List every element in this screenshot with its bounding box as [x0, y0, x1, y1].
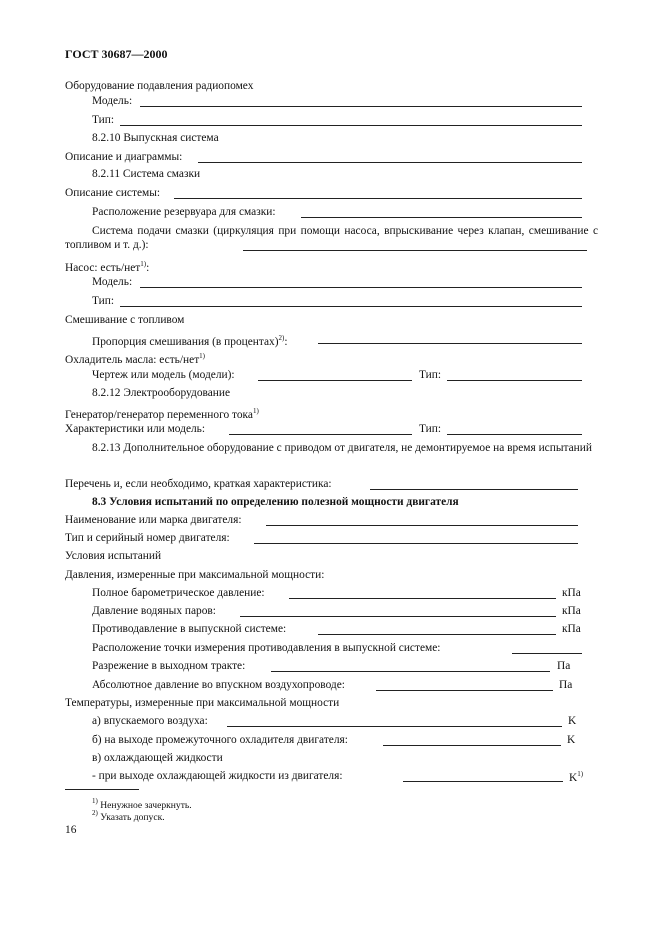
field-label: Описание системы:	[65, 187, 161, 199]
field-label: в) охлаждающей жидкости	[92, 752, 223, 764]
field-label: Генератор/генератор переменного тока$^{1)}$	[65, 407, 259, 421]
page-header: ГОСТ 30687—2000	[65, 47, 168, 61]
field-label: - при выходе охлаждающей жидкости из двигателя:	[92, 770, 343, 782]
field-label: Тип:	[419, 423, 442, 435]
footnote-mark: 1)	[577, 770, 584, 778]
field-label: Модель:	[92, 95, 133, 107]
footnote-mark: 2)	[278, 334, 285, 342]
fill-line	[243, 250, 587, 251]
paragraph-lubrication-supply: Система подачи смазки (циркуляция при помощи насоса, впрыскивание через клапан, смешивание с топливом и т. д.):	[65, 225, 598, 251]
fill-line	[376, 690, 553, 691]
field-label: Пропорция смешивания (в процентах)$^{2)}$:	[92, 334, 288, 348]
field-label: Модель:	[92, 276, 133, 288]
field-label: Охладитель масла: есть/нет$^{1)}$	[65, 352, 206, 366]
field-label: б) на выходе промежуточного охладителя двигателя:	[92, 734, 348, 746]
fill-line	[370, 489, 578, 490]
field-label: Тип и серийный номер двигателя:	[65, 532, 230, 544]
field-label: Противодавление в выпускной системе:	[92, 623, 287, 635]
fill-line	[271, 671, 550, 672]
field-label: Описание и диаграммы:	[65, 151, 183, 163]
field-label: Полное барометрическое давление:	[92, 587, 265, 599]
fill-line	[447, 434, 582, 435]
fill-line	[140, 287, 582, 288]
fill-line	[512, 653, 582, 654]
section-heading: 8.3 Условия испытаний по определению полезной мощности двигателя	[92, 496, 459, 508]
footnote-mark: 1)	[140, 260, 147, 268]
footnote-2: $^{2)}$ Указать допуск.	[92, 809, 165, 823]
section-label: Условия испытаний	[65, 550, 162, 562]
field-label: Тип:	[419, 369, 442, 381]
field-label: Тип:	[92, 114, 115, 126]
unit-label: кПа	[562, 605, 581, 617]
page-number: 16	[65, 824, 77, 836]
field-label: а) впускаемого воздуха:	[92, 715, 208, 727]
subsection-heading: 8.2.10 Выпускная система	[92, 132, 219, 144]
fill-line	[140, 106, 582, 107]
field-label: Насос: есть/нет$^{1)}$:	[65, 260, 150, 274]
fill-line	[174, 198, 582, 199]
fill-line	[198, 162, 582, 163]
unit-label: Па	[557, 660, 571, 672]
fill-line	[258, 380, 412, 381]
unit-label: K	[567, 734, 576, 746]
section-label: Смешивание с топливом	[65, 314, 185, 326]
fill-line	[318, 343, 582, 344]
fill-line	[229, 434, 412, 435]
fill-line	[383, 745, 561, 746]
unit-label: кПа	[562, 623, 581, 635]
footnote-mark: 1)	[199, 352, 206, 360]
paragraph-additional-equipment: 8.2.13 Дополнительное оборудование с приводом от двигателя, не демонтируемое на время испытаний	[92, 442, 592, 454]
subsection-heading: 8.2.12 Электрооборудование	[92, 387, 231, 399]
footnote-1: $^{1)}$ Ненужное зачеркнуть.	[92, 797, 192, 811]
field-label: Давление водяных паров:	[92, 605, 216, 617]
section-label: Температуры, измеренные при максимальной мощности	[65, 697, 340, 709]
field-label: Перечень и, если необходимо, краткая характеристика:	[65, 478, 332, 490]
field-label: Расположение точки измерения противодавления в выпускной системе:	[92, 642, 441, 654]
fill-line	[120, 306, 582, 307]
field-label: Абсолютное давление во впускном воздухопроводе:	[92, 679, 345, 691]
footnote-divider	[65, 789, 139, 790]
fill-line	[403, 781, 563, 782]
unit-label: кПа	[562, 587, 581, 599]
footnote-mark: 1)	[252, 407, 259, 415]
field-label: Характеристики или модель:	[65, 423, 206, 435]
fill-line	[301, 217, 582, 218]
fill-line	[447, 380, 582, 381]
section-label: Оборудование подавления радиопомех	[65, 80, 254, 92]
field-label: Расположение резервуара для смазки:	[92, 206, 276, 218]
section-label: Давления, измеренные при максимальной мощности:	[65, 569, 325, 581]
field-label: Чертеж или модель (модели):	[92, 369, 235, 381]
fill-line	[289, 598, 556, 599]
subsection-heading: 8.2.11 Система смазки	[92, 168, 201, 180]
fill-line	[120, 125, 582, 126]
field-label: Разрежение в выходном тракте:	[92, 660, 246, 672]
fill-line	[254, 543, 578, 544]
fill-line	[227, 726, 562, 727]
unit-label: K	[568, 715, 577, 727]
fill-line	[266, 525, 578, 526]
unit-label: Па	[559, 679, 573, 691]
unit-label: $K^{1)}$	[569, 770, 584, 784]
field-label: Наименование или марка двигателя:	[65, 514, 242, 526]
field-label: Тип:	[92, 295, 115, 307]
fill-line	[240, 616, 556, 617]
fill-line	[318, 634, 556, 635]
